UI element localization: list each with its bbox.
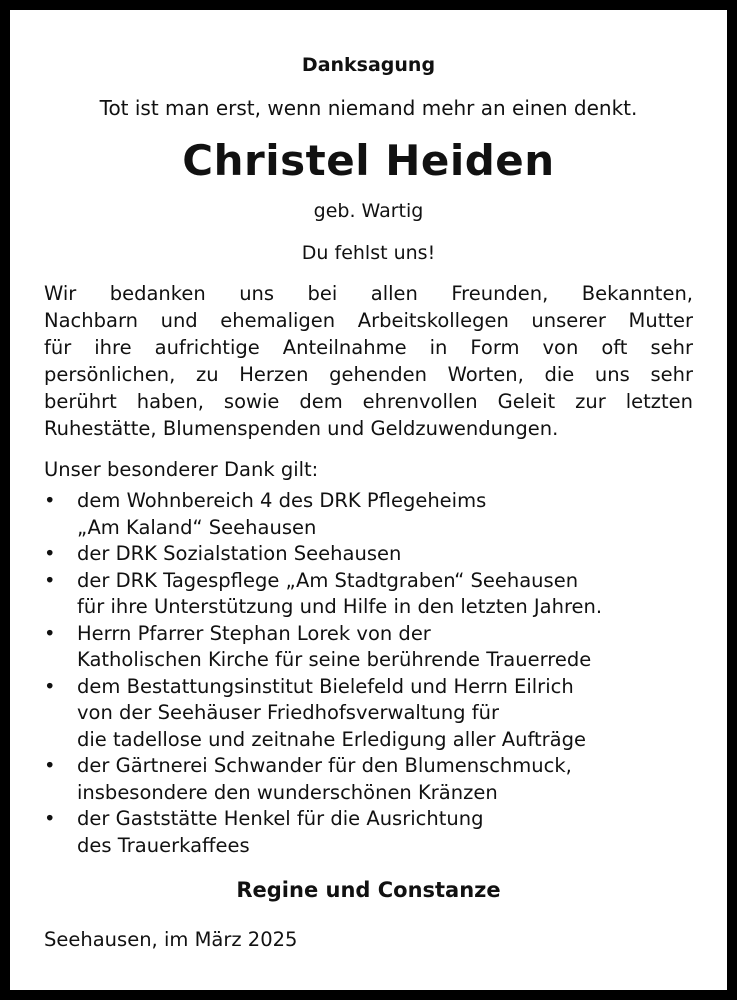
special-thanks-line: dem Bestattungsinstitut Bielefeld und Herrn Eilrich xyxy=(77,674,574,698)
thanks-line: für ihre aufrichtige Anteilnahme in Form von oft sehr xyxy=(44,336,693,359)
bullet-icon: • xyxy=(44,807,56,830)
missing-you-line: Du fehlst uns! xyxy=(301,242,436,264)
bullet-icon: • xyxy=(44,754,56,777)
thanks-line: berührt haben, sowie dem ehrenvollen Geleit zur letzten xyxy=(44,390,693,413)
obituary-notice xyxy=(10,10,727,990)
special-thanks-line: der DRK Sozialstation Seehausen xyxy=(77,542,402,565)
special-thanks-line: die tadellose und zeitnahe Erledigung aller Aufträge xyxy=(77,727,586,751)
special-thanks-line: des Trauerkaffees xyxy=(77,833,250,857)
special-thanks-line: für ihre Unterstützung und Hilfe in den letzten Jahren. xyxy=(77,595,603,618)
special-thanks-item xyxy=(44,541,707,568)
bullet-icon: • xyxy=(44,568,56,592)
deceased-name: Christel Heiden xyxy=(182,136,555,185)
bullet-icon: • xyxy=(44,674,56,698)
special-thanks-line: Herrn Pfarrer Stephan Lorek von der xyxy=(77,621,431,645)
special-thanks-line: insbesondere den wunderschönen Kränzen xyxy=(77,780,498,804)
special-thanks-line: von der Seehäuser Friedhofsverwaltung für xyxy=(77,701,500,724)
special-thanks-line: dem Wohnbereich 4 des DRK Pflegeheims xyxy=(77,489,487,512)
special-thanks-item xyxy=(44,488,707,541)
place-date: Seehausen, im März 2025 xyxy=(44,928,298,951)
bullet-icon: • xyxy=(44,489,56,512)
special-thanks-item xyxy=(44,621,707,674)
thanks-line: Ruhestätte, Blumenspenden und Geldzuwendungen. xyxy=(44,417,559,440)
thanks-line: persönlichen, zu Herzen gehenden Worten, die uns sehr xyxy=(44,363,693,386)
thanks-paragraph xyxy=(44,280,693,442)
special-thanks-line: der DRK Tagespflege „Am Stadtgraben“ Seehausen xyxy=(77,568,579,592)
notice-heading: Danksagung xyxy=(301,54,436,76)
special-thanks-item xyxy=(44,806,707,859)
special-thanks-item xyxy=(44,674,707,754)
special-thanks-list xyxy=(44,488,707,859)
thanks-line: Wir bedanken uns bei allen Freunden, Bekannten, xyxy=(44,282,693,305)
signature: Regine und Constanze xyxy=(236,878,501,902)
bullet-icon: • xyxy=(44,542,56,565)
thanks-line: Nachbarn und ehemaligen Arbeitskollegen unserer Mutter xyxy=(44,309,693,332)
special-thanks-intro: Unser besonderer Dank gilt: xyxy=(44,458,319,481)
special-thanks-line: der Gaststätte Henkel für die Ausrichtung xyxy=(77,807,484,830)
special-thanks-line: „Am Kaland“ Seehausen xyxy=(77,515,317,539)
notice-motto: Tot ist man erst, wenn niemand mehr an einen denkt. xyxy=(99,96,638,120)
special-thanks-item xyxy=(44,568,707,621)
special-thanks-item xyxy=(44,753,707,806)
birth-name: geb. Wartig xyxy=(313,200,424,222)
bullet-icon: • xyxy=(44,621,56,645)
special-thanks-line: der Gärtnerei Schwander für den Blumenschmuck, xyxy=(77,754,572,777)
special-thanks-line: Katholischen Kirche für seine berührende Trauerrede xyxy=(77,648,592,671)
